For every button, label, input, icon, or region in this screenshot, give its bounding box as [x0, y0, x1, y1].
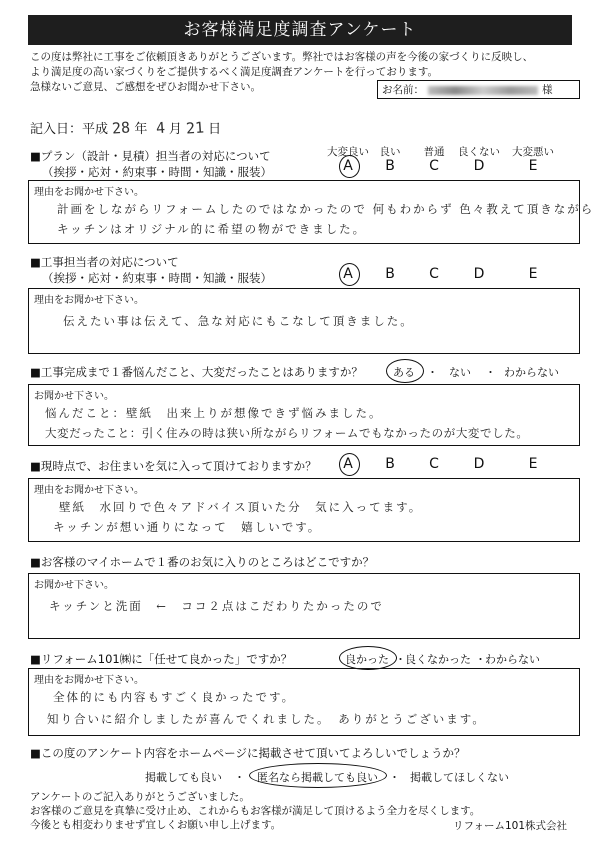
rating-label: 大変悪い — [512, 146, 554, 158]
q4-answer-label: 理由をお聞かせ下さい。 — [34, 485, 144, 496]
name-field — [377, 80, 580, 99]
date-month-unit: 月 — [168, 122, 182, 137]
q2-rating-b[interactable]: B — [385, 266, 395, 282]
q4-answer-box — [28, 478, 580, 542]
q2-selected-circle — [339, 263, 360, 286]
q4-rating-b[interactable]: B — [385, 456, 395, 472]
intro-line: この度は弊社に工事をご依頼頂きありがとうございます。弊社ではお客様の声を今後の家づくりに反映し、 — [30, 51, 534, 63]
rating-label: 良い — [379, 146, 401, 158]
q3-title: ■工事完成まで１番悩んだこと、大変だったことはありますか？ — [30, 365, 363, 379]
q3-option-yes[interactable]: ある — [393, 366, 415, 379]
q4-rating-a[interactable]: A — [343, 456, 353, 472]
q2-subtitle: （挨拶・応対・約束事・時間・知識・服装） — [42, 271, 272, 285]
q1-answer-line: 計画をしながらリフォームしたのではなかったので 何もわからず 色々教えて頂きながら — [57, 202, 595, 216]
q4-selected-circle — [339, 453, 360, 476]
q3-answer-box — [28, 384, 580, 446]
survey-title: お客様満足度調査アンケート — [28, 15, 572, 45]
q2-rating-a[interactable]: A — [343, 266, 353, 282]
q6-option-good[interactable]: 良かった — [345, 653, 389, 666]
q1-subtitle: （挨拶・応対・約束事・時間・知識・服装） — [42, 165, 272, 179]
q3-option-no[interactable]: ない — [449, 366, 471, 379]
q3-answer-label: お聞かせ下さい。 — [34, 391, 114, 402]
q1-rating-d[interactable]: D — [473, 158, 485, 174]
footer-text — [30, 790, 480, 832]
q1-rating-b[interactable]: B — [385, 158, 395, 174]
q3-option-sep: ・ — [485, 366, 496, 379]
q7-option-no[interactable]: 掲載してほしくない — [410, 771, 509, 784]
q1-rating-a[interactable]: A — [343, 158, 353, 174]
q2-rating-c[interactable]: C — [429, 266, 439, 282]
date-label: 記入日：平成 — [30, 122, 109, 137]
company-name: リフォーム101株式会社 — [453, 820, 568, 832]
date-day: 21 — [185, 118, 205, 138]
name-suffix: 様 — [542, 84, 553, 96]
date-month: 4 — [155, 118, 166, 138]
q1-selected-circle — [339, 155, 360, 178]
q3-selected-circle — [386, 359, 424, 383]
q6-answer-label: 理由をお聞かせ下さい。 — [34, 675, 144, 686]
q2-rating-d[interactable]: D — [473, 266, 485, 282]
name-label: お名前： — [382, 84, 424, 96]
q4-answer-line: 壁紙 水回りで色々アドバイス頂いた分 気に入ってます。 — [59, 500, 423, 514]
q4-rating-d[interactable]: D — [473, 456, 485, 472]
entry-date — [30, 118, 221, 137]
q4-rating-c[interactable]: C — [429, 456, 439, 472]
q7-selected-circle — [249, 763, 387, 788]
q1-answer-label: 理由をお聞かせ下さい。 — [34, 187, 144, 198]
q5-answer-line: キッチンと洗面 ← ココ２点はこだわりたかったので — [49, 599, 384, 613]
q6-option-sep: ・ — [475, 653, 486, 666]
q7-option-sep: ・ — [389, 771, 400, 784]
q1-answer-box — [28, 180, 595, 244]
q6-option-bad[interactable]: 良くなかった — [405, 653, 471, 666]
q6-option-unknown[interactable]: わからない — [485, 653, 540, 666]
redacted-name — [428, 86, 538, 95]
q7-option-ok[interactable]: 掲載しても良い — [145, 771, 222, 784]
q4-rating-e[interactable]: E — [528, 456, 538, 472]
rating-label: 普通 — [423, 146, 445, 158]
q5-title: ■お客様のマイホームで１番のお気に入りのところはどこですか？ — [30, 555, 375, 569]
footer-line: 今後とも相変わりませず宜しくお願い申し上げます。 — [30, 819, 282, 831]
q2-title: ■工事担当者の対応について — [30, 255, 179, 269]
q4-title: ■現時点で、お住まいを気に入って頂けておりますか？ — [30, 459, 317, 473]
footer-line: お客様のご意見を真摯に受け止め、これからもお客様が満足して頂けるよう全力を尽くします。 — [30, 805, 481, 817]
q4-answer-line: キッチンが想い通りになって 嬉しいです。 — [53, 520, 322, 534]
q1-rating-c[interactable]: C — [429, 158, 439, 174]
q3-option-sep: ・ — [427, 366, 438, 379]
q6-answer-line: 知り合いに紹介しましたが喜んでくれました。 ありがとうございます。 — [47, 712, 486, 726]
q2-answer-box — [28, 288, 580, 354]
q6-answer-line: 全体的にも内容もすごく良かったです。 — [53, 690, 296, 704]
q1-title: ■プラン（設計・見積）担当者の対応について — [30, 149, 271, 163]
q3-option-unknown[interactable]: わからない — [504, 366, 559, 379]
q2-rating-e[interactable]: E — [528, 266, 538, 282]
q5-answer-label: お聞かせ下さい。 — [34, 580, 114, 591]
q6-answer-box — [28, 668, 580, 736]
q6-title: ■リフォーム101㈱に「任せて良かった」ですか？ — [30, 652, 293, 666]
q6-option-sep: ・ — [395, 653, 406, 666]
q3-answer-line: 悩んだこと：壁紙 出来上りが想像できず悩みました。 — [45, 406, 383, 420]
rating-label: 大変良い — [327, 146, 369, 158]
q7-option-sep: ・ — [234, 771, 245, 784]
q3-answer-line: 大変だったこと：引く住みの時は狭い所ながらリフォームでもなかったのが大変でした。 — [45, 426, 529, 440]
date-year: 28 — [111, 118, 131, 138]
q1-answer-line: キッチンはオリジナル的に希望の物ができました。 — [57, 222, 367, 236]
q7-option-anonymous[interactable]: 匿名なら掲載しても良い — [257, 771, 378, 784]
q6-selected-circle — [339, 646, 397, 670]
rating-label: 良くない — [458, 146, 500, 158]
q5-answer-box — [28, 573, 580, 639]
q2-answer-label: 理由をお聞かせ下さい。 — [34, 295, 144, 306]
q1-rating-e[interactable]: E — [528, 158, 538, 174]
date-day-unit: 日 — [208, 122, 222, 137]
q7-title: ■この度のアンケート内容をホームページに掲載させて頂いてよろしいでしょうか？ — [30, 746, 466, 760]
intro-line: より満足度の高い家づくりをご提供するべく満足度調査アンケートを行っております。 — [30, 66, 439, 78]
intro-line: 急様ないご意見、ご感想をぜひお聞かせ下さい。 — [30, 81, 261, 93]
q2-answer-line: 伝えたい事は伝えて、急な対応にもこなして頂きました。 — [63, 314, 414, 328]
date-year-unit: 年 — [134, 122, 148, 137]
footer-line: アンケートのご記入ありがとうございました。 — [30, 791, 250, 803]
